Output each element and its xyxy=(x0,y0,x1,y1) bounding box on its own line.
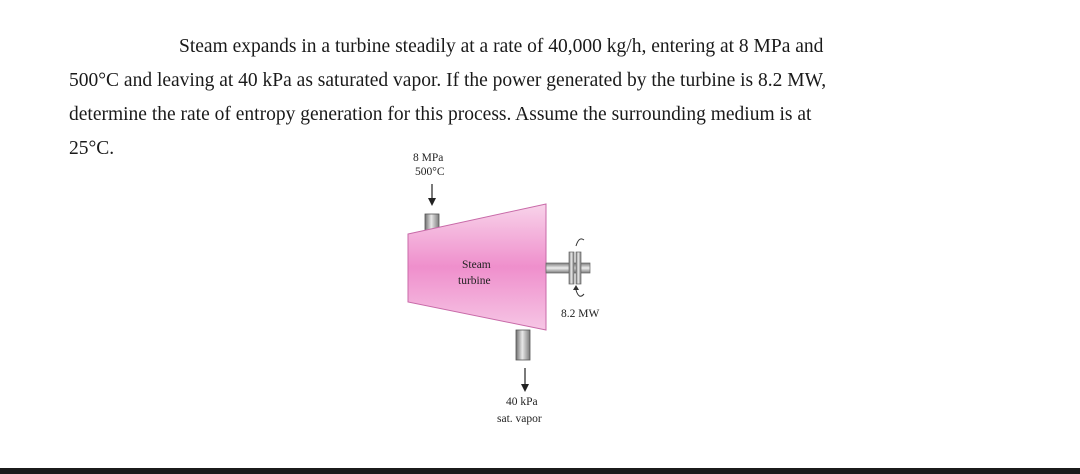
outlet-pressure-label: 40 kPa xyxy=(506,396,538,408)
turbine-label-turbine: turbine xyxy=(458,275,491,287)
rotation-arrowhead xyxy=(573,285,579,290)
output-shaft xyxy=(546,263,590,273)
rotation-arrow-top xyxy=(576,239,584,246)
power-output-label: 8.2 MW xyxy=(561,308,600,320)
inlet-arrow xyxy=(428,184,436,206)
shaft-flange-left xyxy=(569,252,574,284)
inlet-pressure-label: 8 MPa xyxy=(413,152,444,164)
problem-line-2: 500°C and leaving at 40 kPa as saturated vapor. If the power generated by the turbine is 8.2 MW, xyxy=(69,70,827,91)
turbine-label-steam: Steam xyxy=(462,259,491,271)
inlet-temperature-label: 500°C xyxy=(415,166,445,178)
outlet-pipe xyxy=(516,330,530,360)
bottom-border xyxy=(0,468,1080,474)
turbine-diagram xyxy=(380,140,640,440)
rotation-arrow-bottom xyxy=(576,290,584,296)
shaft-flange-right xyxy=(576,252,581,284)
outlet-arrow xyxy=(521,368,529,392)
problem-line-4: 25°C. xyxy=(69,138,115,159)
problem-line-1: Steam expands in a turbine steadily at a rate of 40,000 kg/h, entering at 8 MPa and xyxy=(179,36,824,57)
problem-line-3: determine the rate of entropy generation for this process. Assume the surrounding medium is at xyxy=(69,104,812,125)
outlet-state-label: sat. vapor xyxy=(497,413,542,425)
